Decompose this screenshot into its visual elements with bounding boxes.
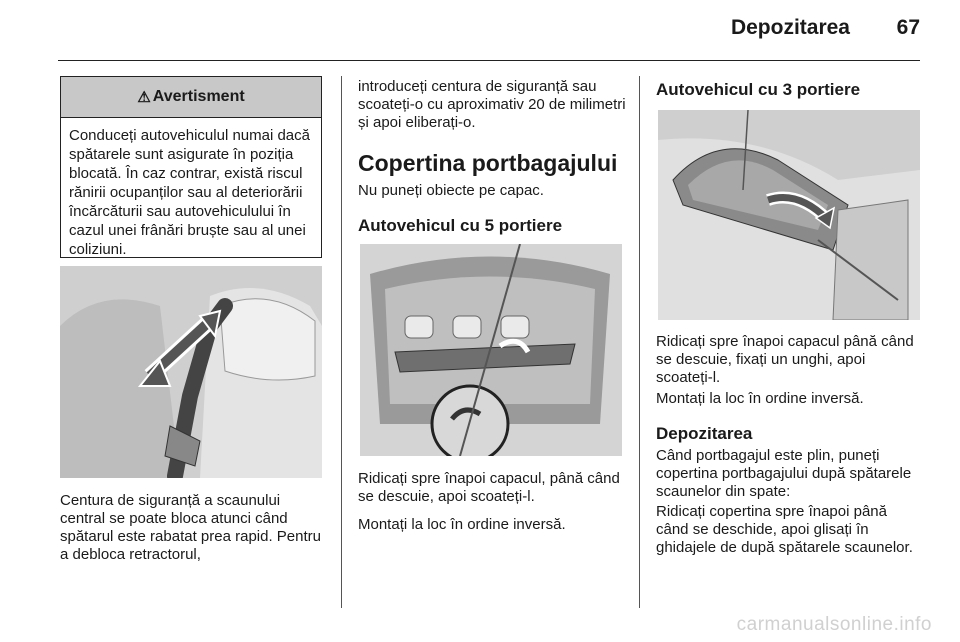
- col3-p2: Montați la loc în ordine inversă.: [656, 390, 864, 407]
- header-title: Depozitarea: [730, 16, 850, 39]
- warning-text: Conduceți autovehiculul numai dacă spătarele sunt asigurate în poziția blocată. În caz contrar, există riscul rănirii ocupanților sau al deteriorării încărcăturii sau autovehiculului în cazul unei frânări bruște sau al unei coliziuni.: [69, 127, 310, 258]
- column-divider: [639, 76, 640, 608]
- col3-p3: Când portbagajul este plin, puneți copertina portbagajului după spătarele scaunelor din spate:: [656, 447, 912, 500]
- trunk-3-door-photo: [658, 110, 920, 320]
- subheading-3-door: Autovehicul cu 3 portiere: [656, 80, 861, 99]
- page-number: 67: [896, 16, 920, 39]
- col2-intro: introduceți centura de siguranță sau scoateți-o cu aproximativ 20 de milimetri și apoi eliberați-o.: [358, 78, 626, 131]
- column-divider: [341, 76, 342, 608]
- storage-heading: Depozitarea: [656, 424, 753, 443]
- col1-paragraph: Centura de siguranță a scaunului central se poate bloca atunci când spătarul este rabatat prea rapid. Pentru a debloca retractorul,: [60, 492, 321, 563]
- subheading-5-door: Autovehicul cu 5 portiere: [358, 216, 563, 235]
- col2-p2: Montați la loc în ordine inversă.: [358, 516, 566, 533]
- col3-p4: Ridicați copertina spre înapoi până când se deschide, apoi glisați în ghidajele de după spătarele scaunelor.: [656, 503, 913, 556]
- warning-header: [61, 77, 321, 118]
- warning-title: Avertisment: [152, 88, 245, 105]
- col2-p1: Ridicați spre înapoi capacul, până când se descuie, apoi scoateți-l.: [358, 470, 620, 505]
- section-heading: Copertina portbagajului: [358, 150, 618, 176]
- col3-p1: Ridicați spre înapoi capacul până când se descuie, fixați un unghi, apoi scoateți-l.: [656, 333, 914, 386]
- trunk-5-door-photo: [360, 244, 622, 456]
- warning-triangle-icon: ⚠: [137, 89, 151, 106]
- warning-box: [60, 76, 322, 258]
- col2-sub: Nu puneți obiecte pe capac.: [358, 182, 544, 199]
- watermark: carmanualsonline.info: [736, 614, 932, 635]
- header-rule: [58, 60, 920, 61]
- seatbelt-photo: [60, 266, 322, 478]
